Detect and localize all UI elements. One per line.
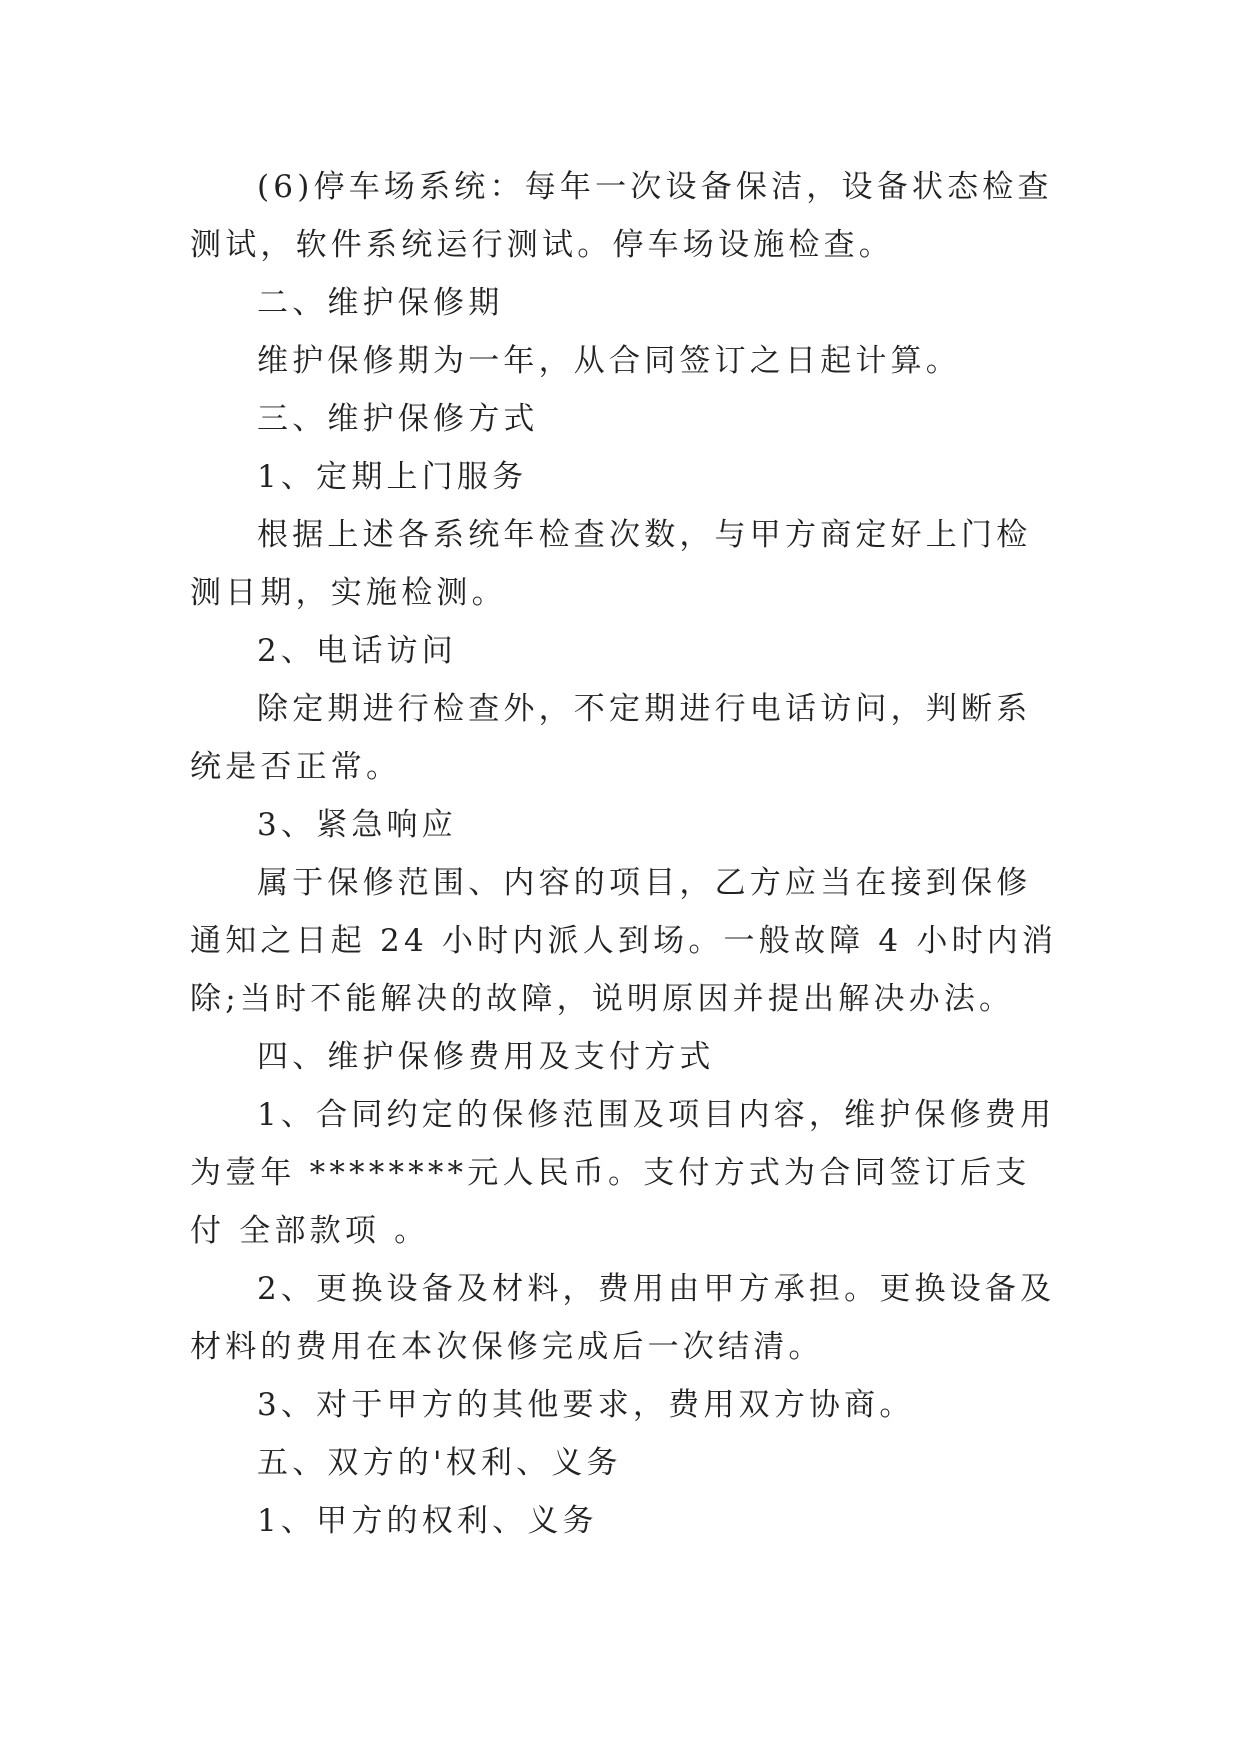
heading-maintenance-period: 二、维护保修期 [257,285,504,321]
paragraph-parking-system: (6)停车场系统：每年一次设备保洁，设备状态检查测试，软件系统运行测试。停车场设施检查。 [190,169,1053,263]
paragraph-fees-equipment: 2、更换设备及材料，费用由甲方承担。更换设备及材料的费用在本次保修完成后一次结清。 [190,1271,1056,1365]
paragraph-fees-contract: 1、合同约定的保修范围及项目内容，维护保修费用为壹年 ********元人民币。支付方式为合同签订后支付 全部款项 。 [190,1097,1056,1249]
paragraph-onsite-service: 根据上述各系统年检查次数，与甲方商定好上门检测日期，实施检测。 [190,517,1032,611]
subheading-onsite-service: 1、定期上门服务 [257,459,528,495]
subheading-party-a-rights: 1、甲方的权利、义务 [257,1503,598,1539]
heading-fees-payment: 四、维护保修费用及支付方式 [257,1039,715,1075]
subheading-phone-visit: 2、电话访问 [257,633,457,669]
document-body [190,158,1060,1550]
heading-maintenance-method: 三、维护保修方式 [257,401,539,437]
paragraph-emergency-response: 属于保修范围、内容的项目，乙方应当在接到保修通知之日起 24 小时内派人到场。一般故障 4 小时内消除;当时不能解决的故障，说明原因并提出解决办法。 [190,865,1058,1017]
heading-rights-obligations: 五、双方的'权利、义务 [257,1445,622,1481]
paragraph-maintenance-period: 维护保修期为一年，从合同签订之日起计算。 [257,343,961,379]
paragraph-fees-other: 3、对于甲方的其他要求，费用双方协商。 [257,1387,915,1423]
subheading-emergency-response: 3、紧急响应 [257,807,457,843]
paragraph-phone-visit: 除定期进行检查外，不定期进行电话访问，判断系统是否正常。 [190,691,1032,785]
